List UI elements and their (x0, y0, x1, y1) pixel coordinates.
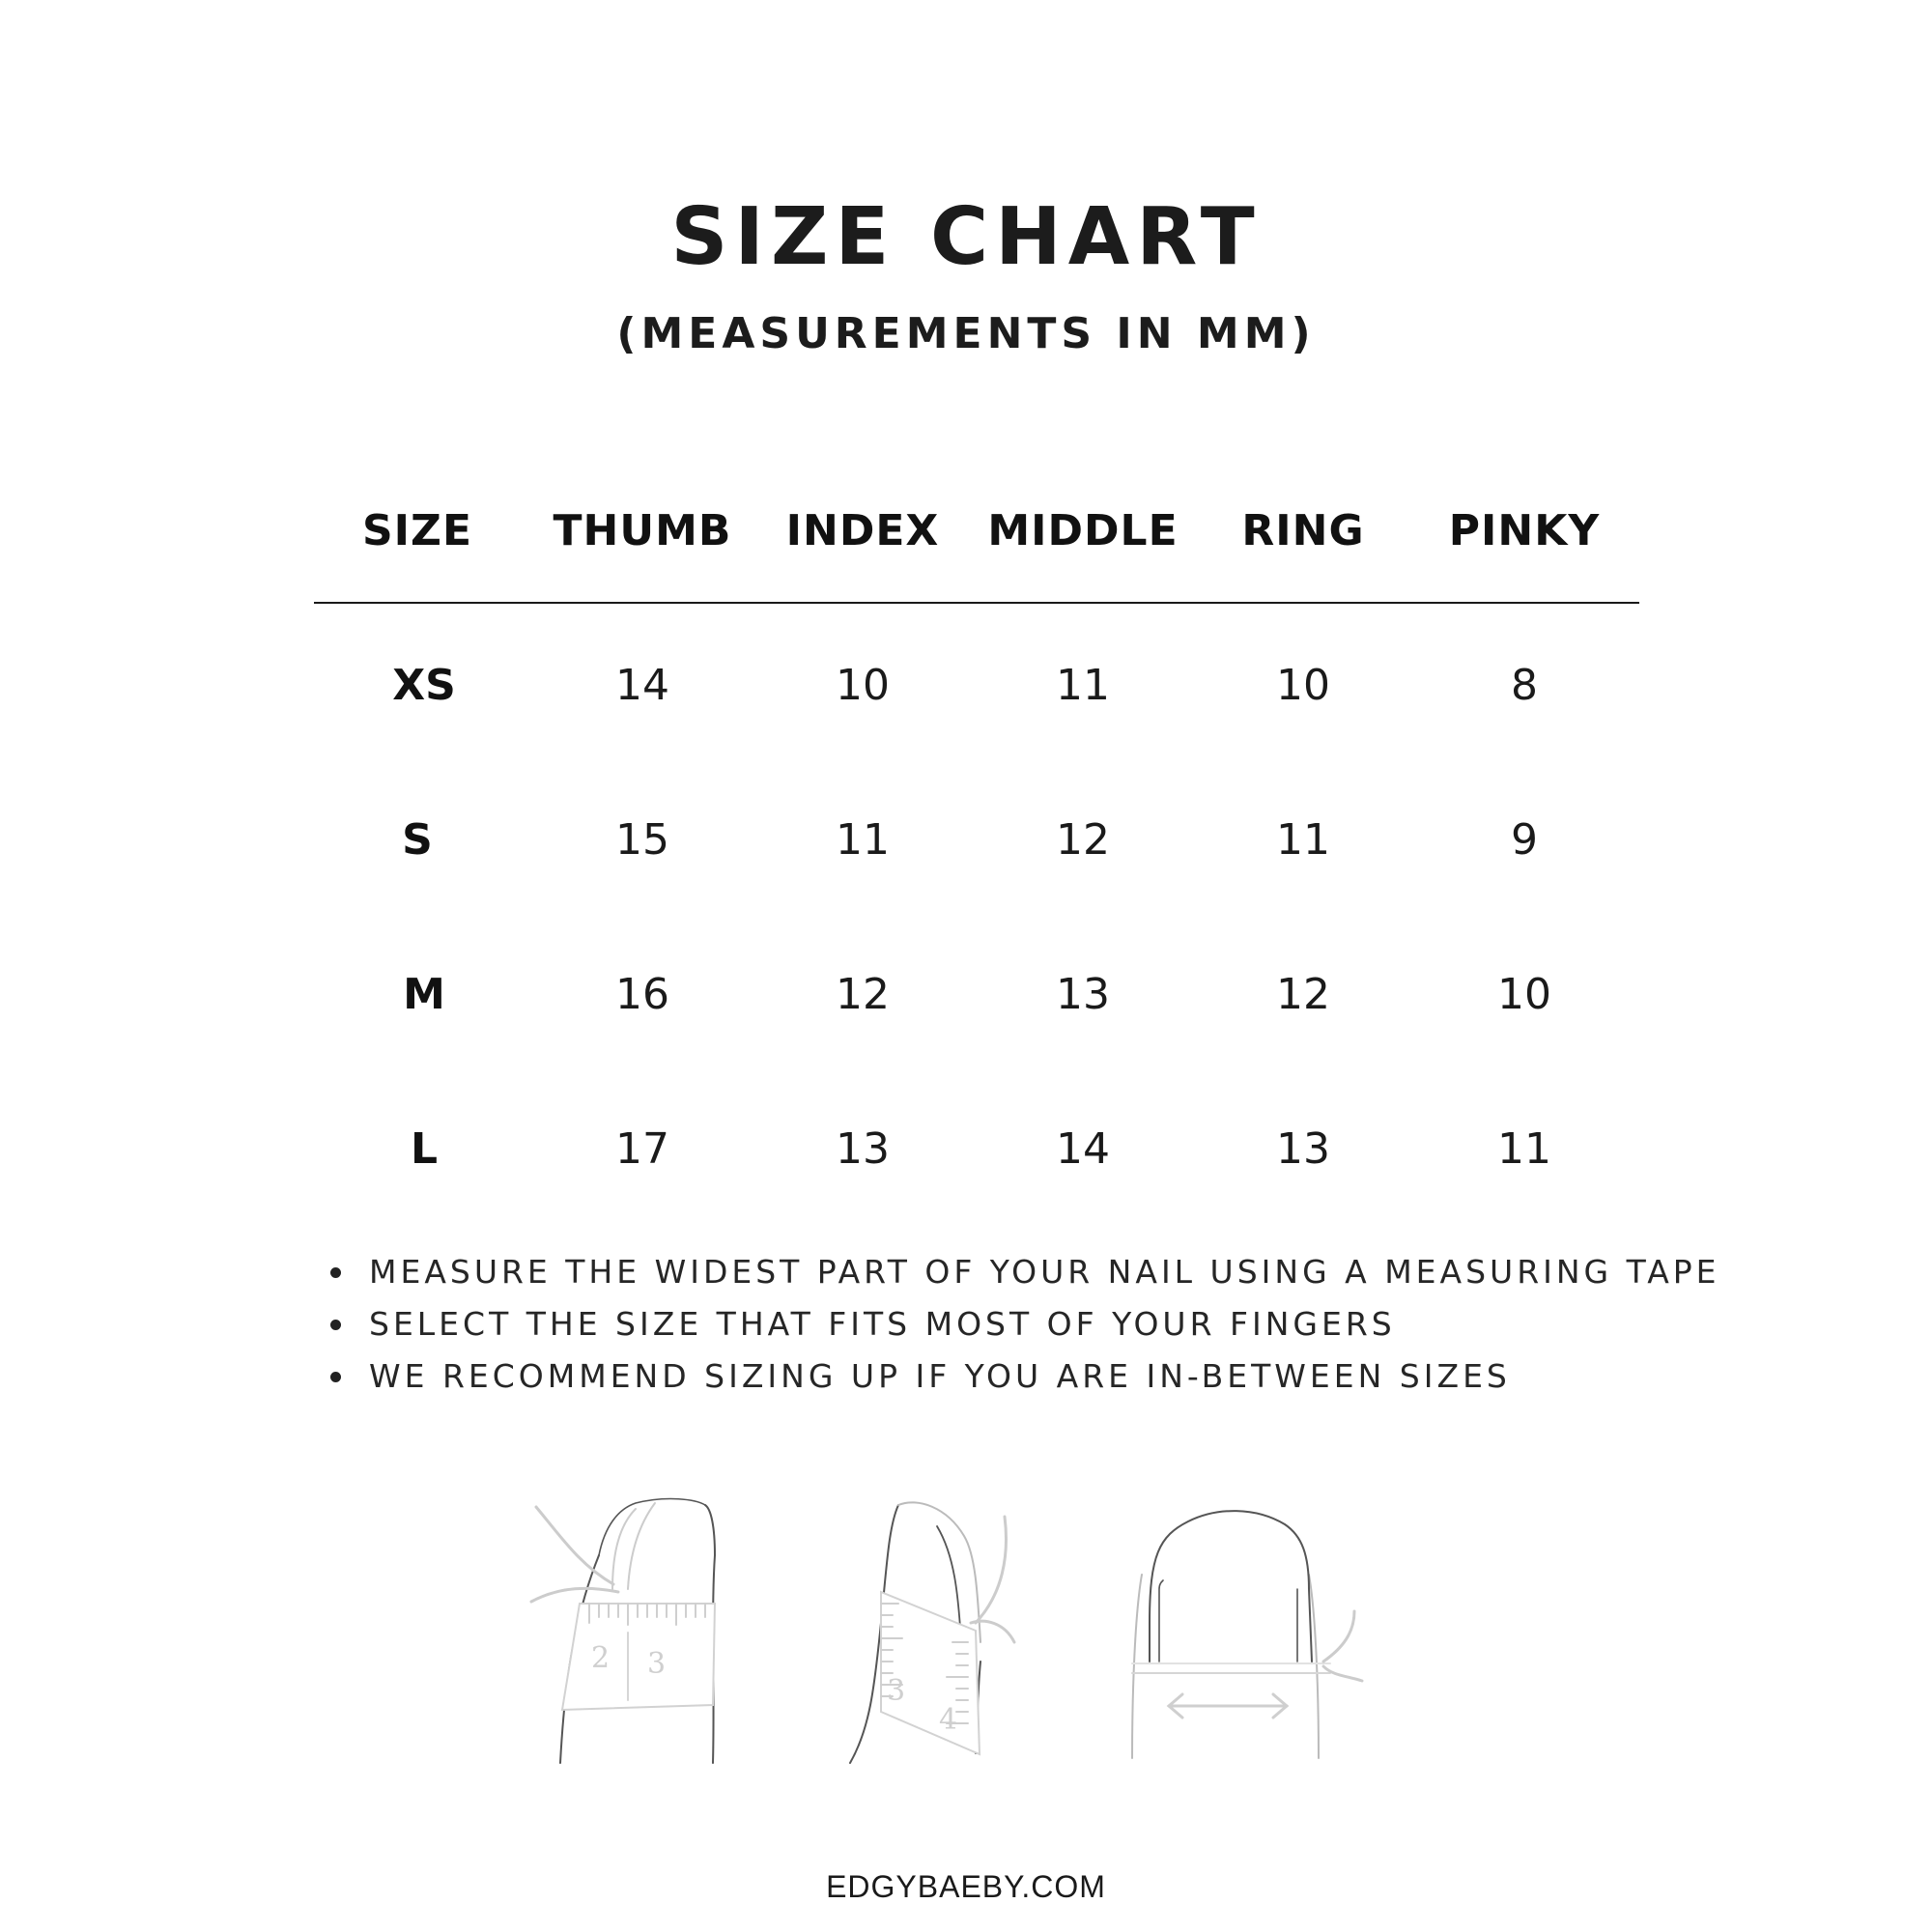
table-cell: 11 (836, 815, 890, 865)
list-item (328, 1350, 1720, 1403)
row-size-label: L (410, 1124, 439, 1174)
table-cell: 10 (836, 661, 890, 710)
tape-number: 3 (647, 1647, 667, 1681)
table-cell: 12 (836, 970, 890, 1019)
finger-measuring-tape-side-icon (850, 1502, 1014, 1763)
instructions-list (328, 1246, 1720, 1403)
table-cell: 11 (1056, 661, 1110, 710)
row-size-label: M (403, 970, 445, 1019)
row-size-label: XS (392, 661, 456, 710)
tape-number: 3 (887, 1674, 906, 1708)
instruction-text: WE RECOMMEND SIZING UP IF YOU ARE IN-BETWEEN SIZES (369, 1357, 1511, 1395)
table-cell: 17 (615, 1124, 669, 1174)
tape-number: 2 (591, 1641, 611, 1675)
column-header-pinky: PINKY (1448, 506, 1601, 555)
table-cell: 16 (615, 970, 669, 1019)
table-cell: 11 (1497, 1124, 1551, 1174)
table-cell: 12 (1276, 970, 1330, 1019)
instruction-text: SELECT THE SIZE THAT FITS MOST OF YOUR FINGERS (369, 1305, 1396, 1343)
website-footer: EDGYBAEBY.COM (826, 1869, 1106, 1904)
table-cell: 15 (615, 815, 669, 865)
table-cell: 10 (1497, 970, 1551, 1019)
bullet-icon (330, 1372, 341, 1382)
table-cell: 13 (1056, 970, 1110, 1019)
finger-measuring-tape-icon (531, 1499, 715, 1763)
table-cell: 13 (1276, 1124, 1330, 1174)
tape-number: 4 (939, 1703, 958, 1737)
column-header-middle: MIDDLE (987, 506, 1179, 555)
table-cell: 13 (836, 1124, 890, 1174)
instruction-text: MEASURE THE WIDEST PART OF YOUR NAIL USING A MEASURING TAPE (369, 1253, 1720, 1291)
table-cell: 11 (1276, 815, 1330, 865)
table-cell: 14 (615, 661, 669, 710)
column-header-size: SIZE (361, 506, 473, 555)
table-header-divider (314, 602, 1639, 604)
column-header-index: INDEX (785, 506, 940, 555)
table-cell: 10 (1276, 661, 1330, 710)
nail-width-arrow-icon (1132, 1511, 1362, 1758)
list-item (328, 1246, 1720, 1298)
table-cell: 12 (1056, 815, 1110, 865)
page-title: SIZE CHART (670, 191, 1262, 283)
list-item (328, 1298, 1720, 1350)
column-header-ring: RING (1241, 506, 1365, 555)
table-cell: 14 (1056, 1124, 1110, 1174)
table-cell: 9 (1511, 815, 1538, 865)
bullet-icon (330, 1267, 341, 1278)
bullet-icon (330, 1320, 341, 1330)
row-size-label: S (402, 815, 433, 865)
page-subtitle: (MEASUREMENTS IN MM) (616, 309, 1316, 358)
table-cell: 8 (1511, 661, 1538, 710)
measuring-illustrations (522, 1497, 1391, 1777)
column-header-thumb: THUMB (553, 506, 732, 555)
